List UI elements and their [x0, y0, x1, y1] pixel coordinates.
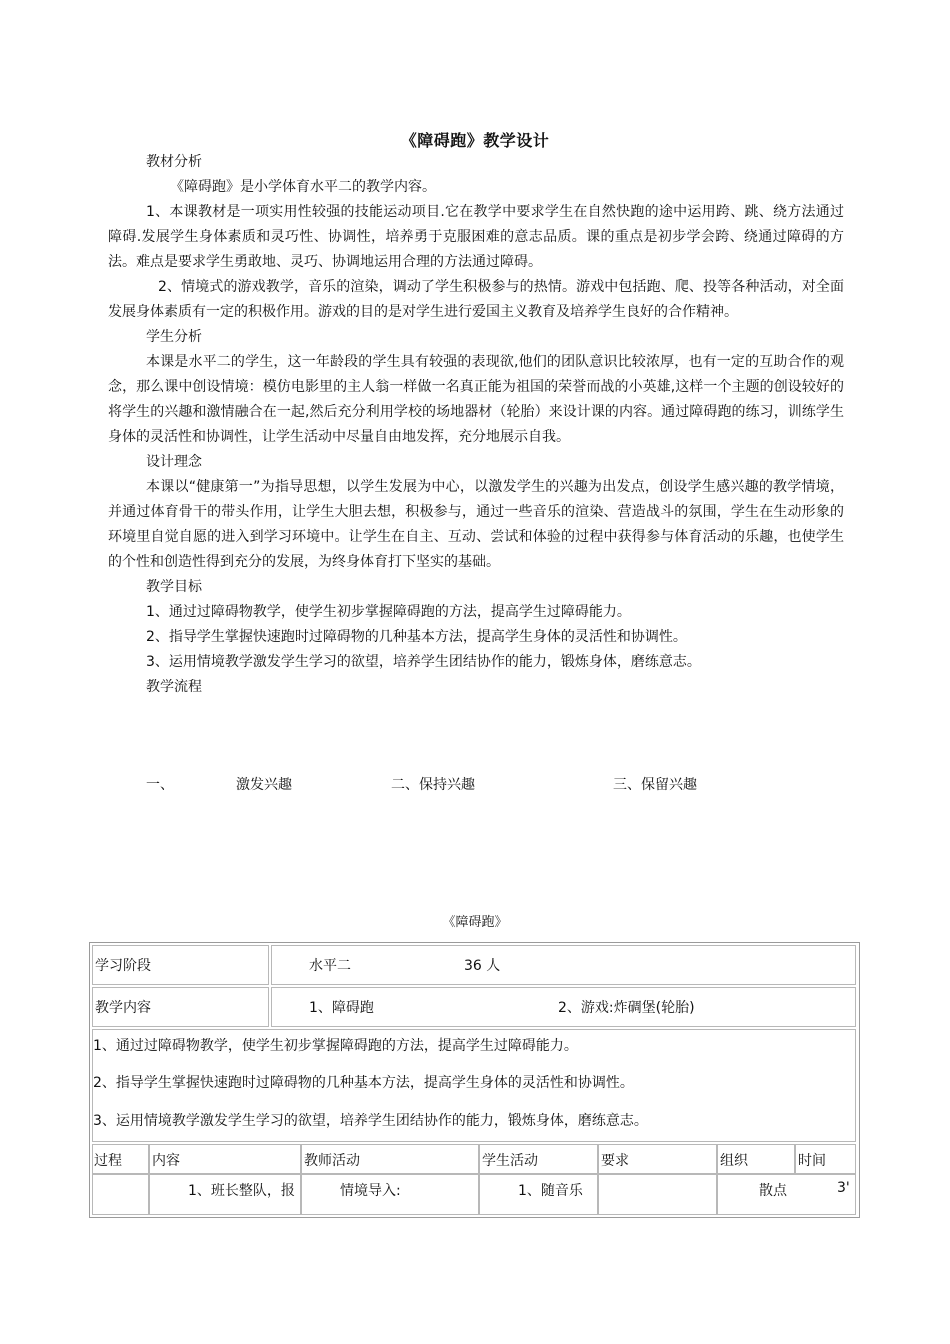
stage-count: 36 人: [464, 958, 501, 974]
goal-item: 1、通过过障碍物教学，使学生初步掌握障碍跑的方法，提高学生过障碍能力。: [146, 604, 631, 620]
header-content-label: 内容: [152, 1153, 180, 1169]
material-intro: 《障碍跑》是小学体育水平二的教学内容。: [170, 179, 436, 195]
row1-requirement: [598, 1174, 717, 1215]
flow-heading: 教学流程: [146, 679, 202, 695]
header-requirement: [598, 1144, 717, 1174]
header-teacher: [301, 1144, 479, 1174]
stage-label-cell: [92, 945, 269, 985]
header-time: [795, 1144, 856, 1174]
header-student: [479, 1144, 598, 1174]
table-goal-item: 3、运用情境教学激发学生学习的欲望，培养学生团结协作的能力，锻炼身体，磨练意志。: [93, 1113, 648, 1129]
flow-step-1-number: 一、: [146, 777, 174, 793]
flow-step-3: 三、保留兴趣: [613, 777, 697, 793]
header-organization: [717, 1144, 795, 1174]
lesson-plan-table: [89, 942, 860, 1218]
content-label: 教学内容: [95, 1000, 151, 1016]
row1-student: [479, 1174, 598, 1215]
goal-item: 3、运用情境教学激发学生学习的欲望，培养学生团结协作的能力，锻炼身体，磨练意志。: [146, 654, 701, 670]
header-process: [92, 1144, 149, 1174]
goal-item: 2、指导学生掌握快速跑时过障碍物的几种基本方法，提高学生身体的灵活性和协调性。: [146, 629, 687, 645]
document-body: [108, 150, 844, 700]
header-time-label: 时间: [798, 1153, 826, 1169]
material-heading: 教材分析: [146, 154, 202, 170]
material-paragraph-1: 1、本课教材是一项实用性较强的技能运动项目.它在教学中要求学生在自然快跑的途中运用跨、跳、绕方法通过障碍.发展学生身体素质和灵巧性、协调性，培养勇于克服困难的意志品质。课的重点是初步学会跨、绕通过障碍的方法。难点是要求学生勇敢地、灵巧、协调地运用合理的方法通过障碍。: [108, 204, 844, 270]
stage-value-cell: [271, 945, 856, 985]
row1-organization: [717, 1174, 795, 1215]
row1-time: [795, 1174, 856, 1215]
goals-heading: 教学目标: [146, 579, 202, 595]
header-process-label: 过程: [94, 1153, 122, 1169]
design-heading: 设计理念: [146, 454, 202, 470]
content-item-2: 2、游戏:炸碉堡(轮胎): [558, 1000, 695, 1016]
flow-step-2: 二、保持兴趣: [391, 777, 475, 793]
table-caption: 《障碍跑》: [442, 915, 508, 930]
header-teacher-label: 教师活动: [304, 1153, 360, 1169]
header-requirement-label: 要求: [601, 1153, 629, 1169]
content-item-1: 1、障碍跑: [309, 1000, 374, 1016]
row1-process: [92, 1174, 149, 1215]
row1-content: [149, 1174, 301, 1215]
header-content: [149, 1144, 301, 1174]
table-goal-item: 1、通过过障碍物教学，使学生初步掌握障碍跑的方法，提高学生过障碍能力。: [93, 1038, 578, 1054]
student-paragraph: 本课是水平二的学生，这一年龄段的学生具有较强的表现欲,他们的团队意识比较浓厚，也有一定的互助合作的观念，那么课中创设情境：模仿电影里的主人翁一样做一名真正能为祖国的荣誉而战的小英雄,这样一个主题的创设较好的将学生的兴趣和激情融合在一起,然后充分利用学校的场地器材（轮胎）来设计课的内容。通过障碍跑的练习，训练学生身体的灵活性和协调性，让学生活动中尽量自由地发挥，充分地展示自我。: [108, 354, 844, 445]
document-title: 《障碍跑》教学设计: [400, 131, 550, 150]
teaching-flow: [146, 774, 846, 794]
content-label-cell: [92, 987, 269, 1027]
row1-content-text: 1、班长整队，报: [188, 1183, 295, 1199]
header-student-label: 学生活动: [482, 1153, 538, 1169]
goals-cell: [92, 1029, 856, 1142]
stage-label: 学习阶段: [95, 958, 151, 974]
row1-teacher: [301, 1174, 479, 1215]
row1-time-text: 3': [837, 1180, 850, 1196]
design-paragraph: 本课以“健康第一”为指导思想，以学生发展为中心，以激发学生的兴趣为出发点，创设学生感兴趣的教学情境，并通过体育骨干的带头作用，让学生大胆去想，积极参与，通过一些音乐的渲染、营造战斗的氛围，学生在生动形象的环境里自觉自愿的进入到学习环境中。让学生在自主、互动、尝试和体验的过程中获得参与体育活动的乐趣，也使学生的个性和创造性得到充分的发展，为终身体育打下坚实的基础。: [108, 479, 844, 570]
row1-student-text: 1、随音乐: [518, 1183, 583, 1199]
student-heading: 学生分析: [146, 329, 202, 345]
table-goal-item: 2、指导学生掌握快速跑时过障碍物的几种基本方法，提高学生身体的灵活性和协调性。: [93, 1075, 634, 1091]
header-organization-label: 组织: [720, 1153, 748, 1169]
flow-step-1: 激发兴趣: [236, 777, 292, 793]
row1-teacher-text: 情境导入:: [340, 1183, 401, 1199]
material-paragraph-2: 2、情境式的游戏教学，音乐的渲染，调动了学生积极参与的热情。游戏中包括跑、爬、投等各种活动，对全面发展身体素质有一定的积极作用。游戏的目的是对学生进行爱国主义教育及培养学生良好的合作精神。: [108, 279, 844, 320]
row1-organization-text: 散点: [759, 1183, 787, 1199]
content-value-cell: [271, 987, 856, 1027]
stage-level: 水平二: [309, 958, 351, 974]
